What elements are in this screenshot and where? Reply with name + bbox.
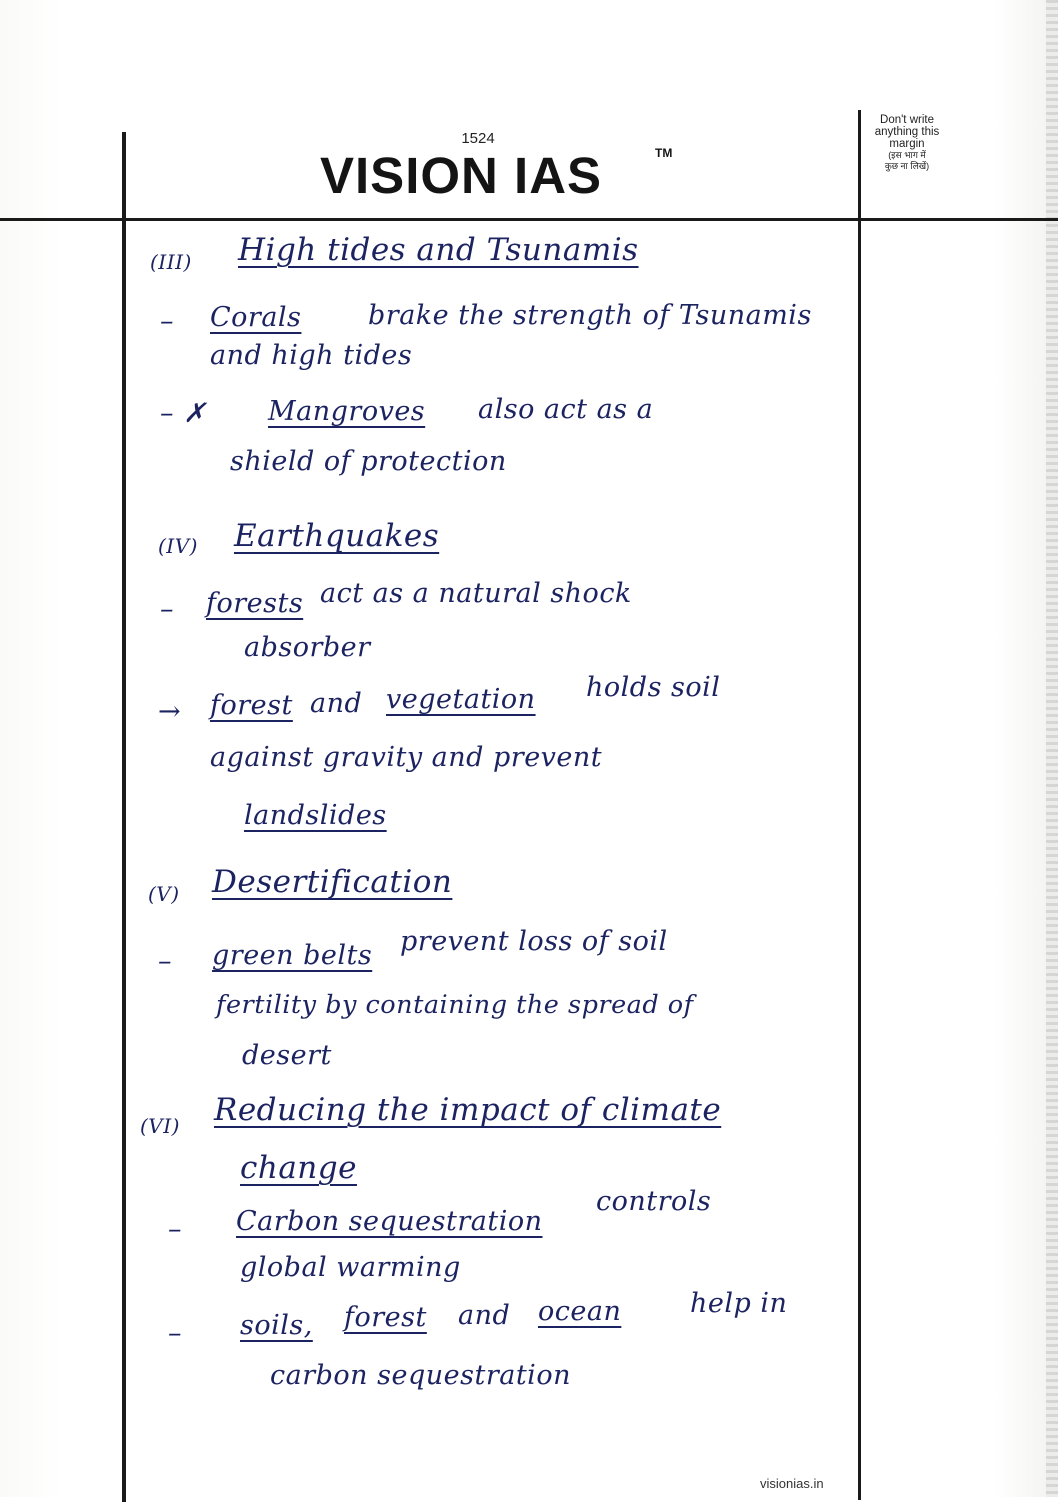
bullet-arrow: → bbox=[158, 696, 182, 727]
keyword: Mangroves bbox=[268, 396, 426, 427]
page-serial-number: 1524 bbox=[461, 130, 495, 147]
margin-instruction-hindi: (इस भाग में bbox=[888, 150, 926, 160]
footer-website: visionias.in bbox=[760, 1476, 824, 1491]
section-number: (III) bbox=[150, 250, 192, 274]
bullet-dash: – bbox=[158, 946, 172, 977]
note-line: also act as a bbox=[478, 394, 654, 425]
note-line: controls bbox=[596, 1186, 712, 1217]
margin-instruction bbox=[862, 114, 952, 172]
note-line: and bbox=[310, 688, 363, 719]
keyword: green belts bbox=[212, 940, 373, 971]
note-line: shield of protection bbox=[230, 446, 507, 477]
page-edge-shadow bbox=[1046, 0, 1058, 1497]
bullet-dash: – ✗ bbox=[160, 398, 207, 429]
margin-instruction-line: Don't write bbox=[880, 114, 934, 126]
trademark-mark: TM bbox=[655, 146, 673, 160]
section-number: (VI) bbox=[140, 1114, 180, 1138]
note-line: help in bbox=[690, 1288, 788, 1319]
keyword: vegetation bbox=[386, 684, 536, 715]
keyword: Carbon sequestration bbox=[236, 1206, 543, 1237]
keyword: soils, bbox=[240, 1310, 313, 1341]
note-line: desert bbox=[242, 1040, 332, 1071]
margin-instruction-line: anything this bbox=[874, 126, 940, 138]
note-line: brake the strength of Tsunamis bbox=[368, 300, 812, 331]
keyword: forest bbox=[344, 1302, 427, 1333]
section-number: (IV) bbox=[158, 534, 198, 558]
bullet-dash: – bbox=[168, 1214, 182, 1245]
brand-title: VISION IAS bbox=[320, 147, 603, 204]
section-heading: Desertification bbox=[212, 864, 453, 900]
note-line: carbon sequestration bbox=[270, 1360, 571, 1391]
keyword: ocean bbox=[538, 1296, 622, 1327]
bullet-dash: – bbox=[160, 594, 174, 625]
keyword: landslides bbox=[244, 800, 387, 831]
keyword: forests bbox=[206, 588, 304, 619]
bullet-dash: – bbox=[160, 306, 174, 337]
note-line: fertility by containing the spread of bbox=[216, 990, 694, 1020]
section-number: (V) bbox=[148, 882, 180, 906]
left-margin-rule bbox=[122, 132, 126, 1502]
section-heading: Reducing the impact of climate bbox=[214, 1092, 722, 1128]
margin-instruction-hindi: कुछ ना लिखें) bbox=[884, 161, 930, 171]
bullet-dash: – bbox=[168, 1318, 182, 1349]
note-line: global warming bbox=[240, 1252, 461, 1283]
note-line: and bbox=[458, 1300, 511, 1331]
right-margin-rule bbox=[858, 110, 861, 1500]
note-line: absorber bbox=[244, 632, 371, 663]
keyword: Corals bbox=[210, 302, 302, 333]
keyword: forest bbox=[210, 690, 293, 721]
section-heading: High tides and Tsunamis bbox=[238, 232, 639, 268]
note-line: act as a natural shock bbox=[320, 578, 632, 609]
note-line: and high tides bbox=[210, 340, 413, 371]
note-line: against gravity and prevent bbox=[210, 742, 603, 773]
header-divider bbox=[0, 218, 1058, 221]
section-heading: change bbox=[240, 1150, 357, 1186]
note-line: holds soil bbox=[586, 672, 721, 703]
margin-instruction-line: margin bbox=[889, 138, 925, 150]
note-line: prevent loss of soil bbox=[400, 926, 668, 957]
section-heading: Earthquakes bbox=[234, 518, 440, 554]
